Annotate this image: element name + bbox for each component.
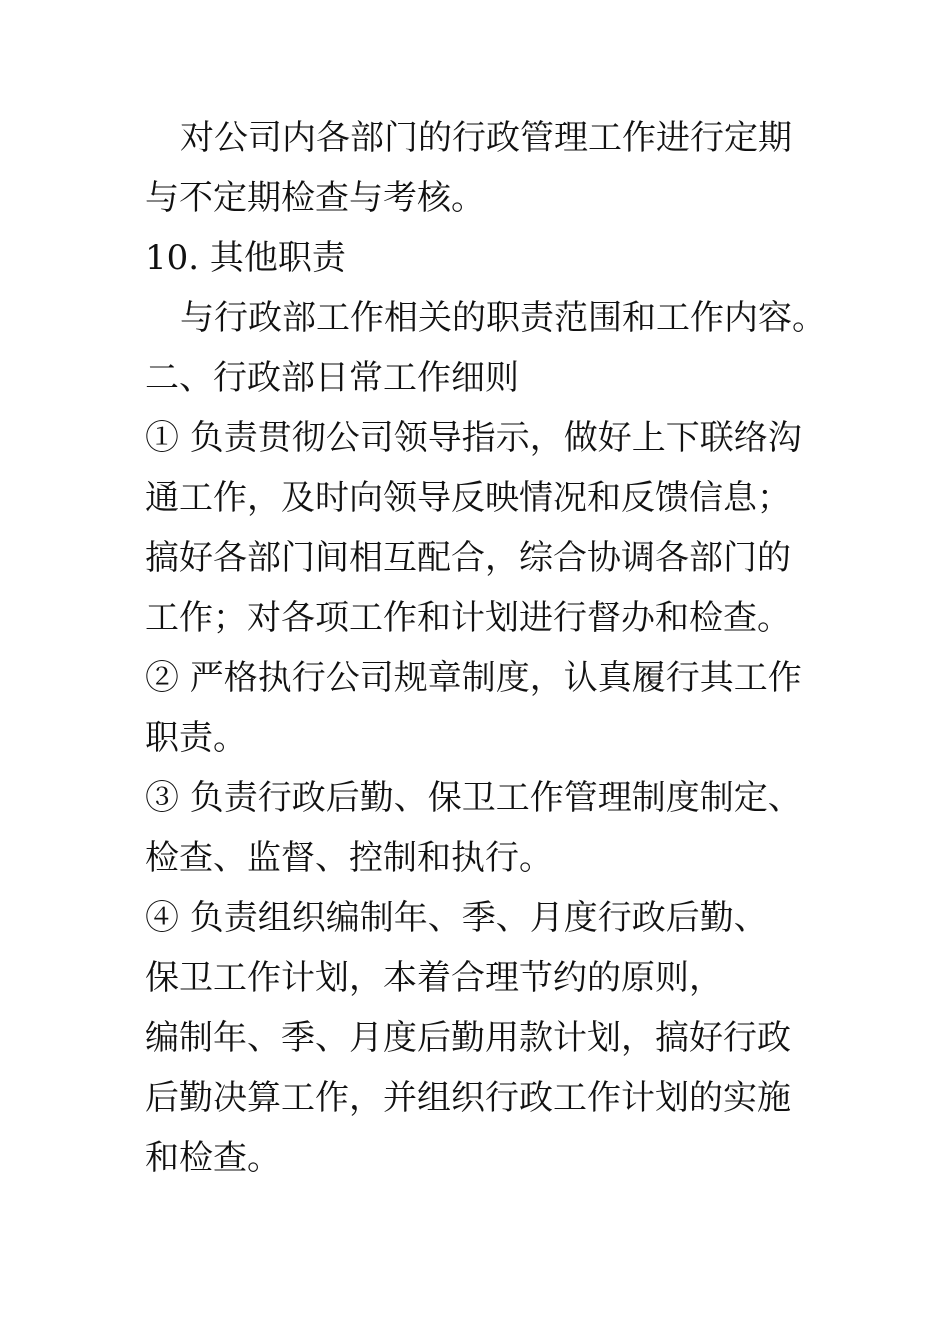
list-item-line: 和检查。: [145, 1138, 281, 1178]
list-item-line: ④ 负责组织编制年、季、月度行政后勤、: [145, 898, 768, 938]
paragraph-line: 对公司内各部门的行政管理工作进行定期: [180, 118, 792, 158]
list-item-line: 职责。: [145, 718, 247, 758]
list-item-line: 搞好各部门间相互配合，综合协调各部门的: [145, 538, 791, 578]
list-item-line: ① 负责贯彻公司领导指示，做好上下联络沟: [145, 418, 802, 458]
list-item-line: 编制年、季、月度后勤用款计划，搞好行政: [145, 1018, 791, 1058]
paragraph-line: 与行政部工作相关的职责范围和工作内容。: [180, 298, 826, 338]
list-item-line: ③ 负责行政后勤、保卫工作管理制度制定、: [145, 778, 802, 818]
list-item-line: 检查、监督、控制和执行。: [145, 838, 553, 878]
section-heading: 10. 其他职责: [145, 238, 346, 278]
list-item-line: 后勤决算工作，并组织行政工作计划的实施: [145, 1078, 791, 1118]
list-item-line: 保卫工作计划，本着合理节约的原则，: [145, 958, 723, 998]
list-item-line: ② 严格执行公司规章制度，认真履行其工作: [145, 658, 802, 698]
paragraph-line: 与不定期检查与考核。: [145, 178, 485, 218]
list-item-line: 通工作，及时向领导反映情况和反馈信息；: [145, 478, 791, 518]
section-heading: 二、行政部日常工作细则: [145, 358, 519, 398]
list-item-line: 工作；对各项工作和计划进行督办和检查。: [145, 598, 791, 638]
